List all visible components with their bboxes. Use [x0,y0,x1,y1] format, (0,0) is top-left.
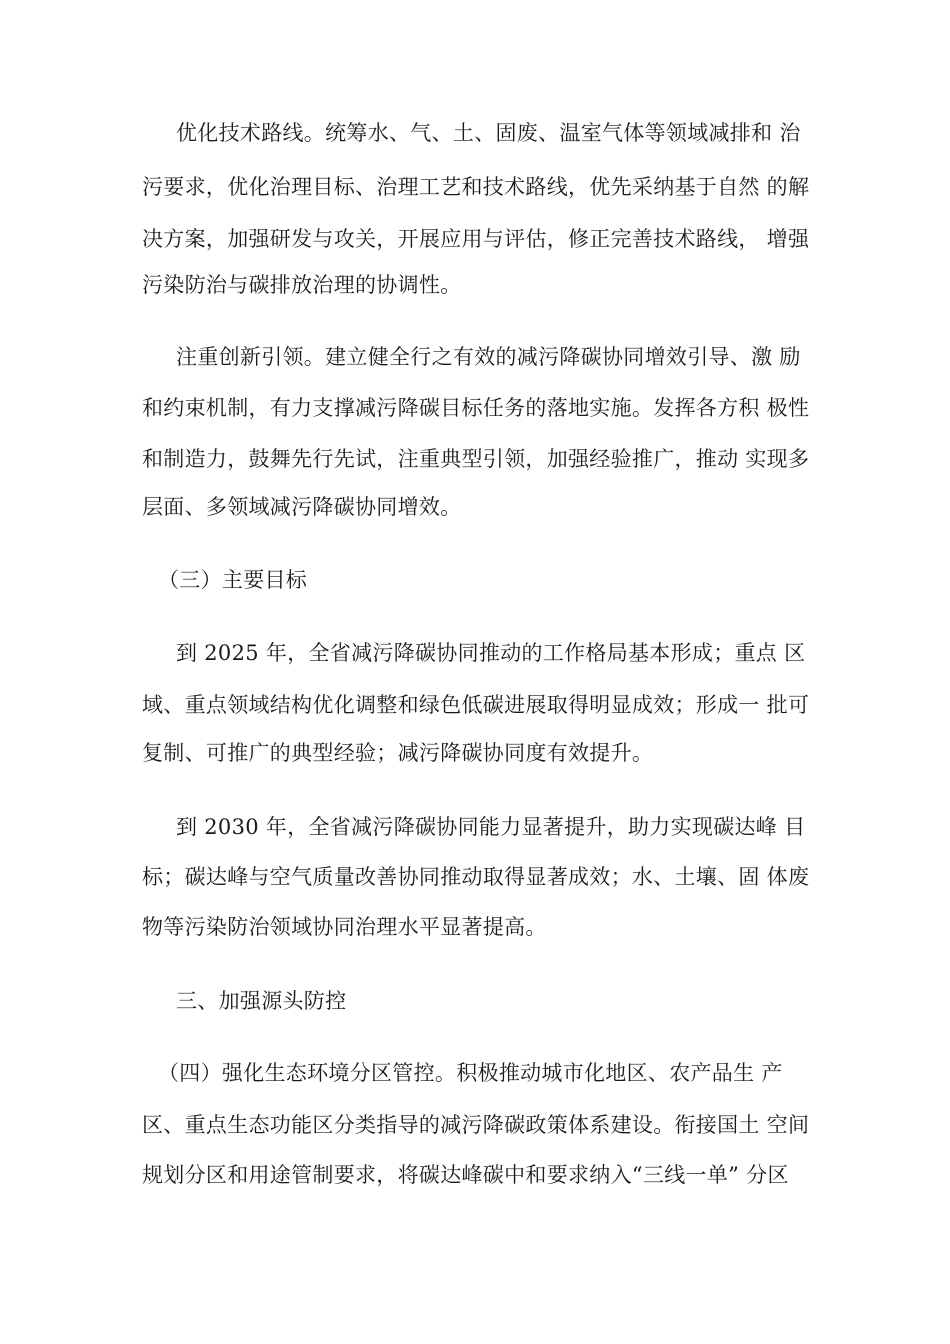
text-line: 层面、多领域减污降碳协同增效。 [142,495,462,519]
section-heading: （三）主要目标 [158,568,308,592]
text-line: 到 2025 年，全省减污降碳协同推动的工作格局基本形成；重点 区 [176,641,806,665]
text-line: 污要求，优化治理目标、治理工艺和技术路线，优先采纳基于自然 的解 [142,175,810,199]
text-line: 和制造力，鼓舞先行先试，注重典型引领，加强经验推广，推动 实现多 [142,447,810,471]
text-line: 到 2030 年，全省减污降碳协同能力显著提升，助力实现碳达峰 目 [176,815,806,839]
section-heading: 三、加强源头防控 [176,989,347,1013]
text-line: 注重创新引领。建立健全行之有效的减污降碳协同增效引导、激 励 [176,345,801,369]
text-line: 决方案，加强研发与攻关，开展应用与评估，修正完善技术路线， 增强 [142,227,810,251]
text-line: 域、重点领域结构优化调整和绿色低碳进展取得明显成效；形成一 批可 [142,693,810,717]
text-line: 优化技术路线。统筹水、气、土、固废、温室气体等领域减排和 治 [176,121,801,145]
text-line: 物等污染防治领域协同治理水平显著提高。 [142,915,547,939]
text-line: 区、重点生态功能区分类指导的减污降碳政策体系建设。衔接国土 空间 [142,1113,810,1137]
text-line: 规划分区和用途管制要求，将碳达峰碳中和要求纳入“三线一单” 分区 [142,1163,789,1187]
text-line: 标；碳达峰与空气质量改善协同推动取得显著成效；水、土壤、固 体废 [142,865,810,889]
text-line: （四）强化生态环境分区管控。积极推动城市化地区、农产品生 产 [158,1061,783,1085]
text-line: 复制、可推广的典型经验；减污降碳协同度有效提升。 [142,741,654,765]
text-line: 和约束机制，有力支撑减污降碳目标任务的落地实施。发挥各方积 极性 [142,396,810,420]
text-line: 污染防治与碳排放治理的协调性。 [142,273,462,297]
